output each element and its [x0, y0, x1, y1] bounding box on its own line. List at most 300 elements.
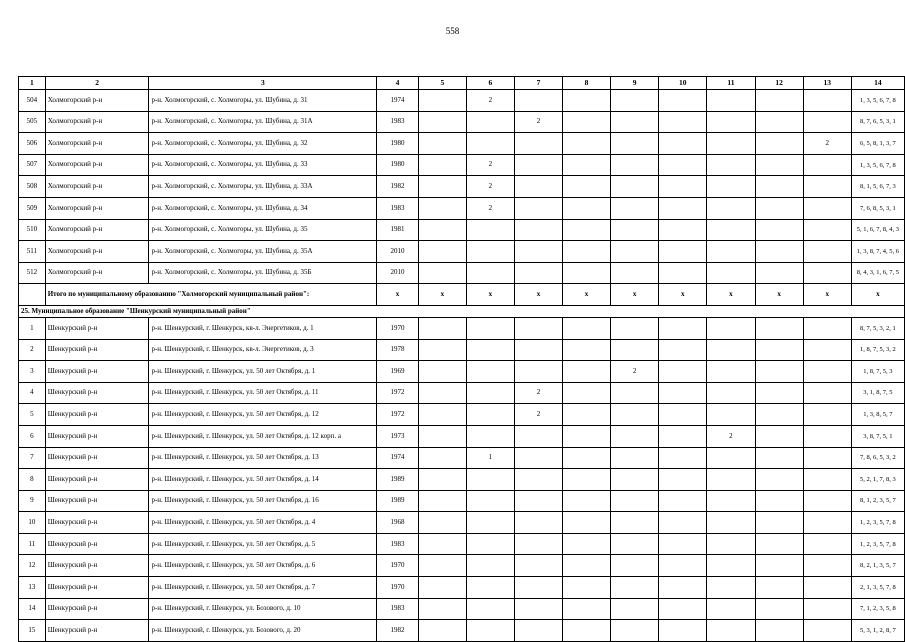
address-cell: р-н. Шенкурский, г. Шенкурск, ул. 50 лет Октября, д. 12 корп. а [149, 425, 377, 447]
address-cell: р-н. Холмогорский, с. Холмогоры, ул. Шубина, д. 34 [149, 197, 377, 219]
value-cell [418, 447, 466, 469]
work-types-cell: 6, 5, 8, 1, 3, 7 [851, 133, 904, 155]
address-cell: р-н. Шенкурский, г. Шенкурск, ул. 50 лет Октября, д. 11 [149, 382, 377, 404]
value-cell [611, 598, 659, 620]
table-row [19, 469, 905, 491]
value-cell [611, 133, 659, 155]
address-cell: р-н. Шенкурский, г. Шенкурск, ул. 50 лет Октября, д. 14 [149, 469, 377, 491]
address-cell: р-н. Холмогорский, с. Холмогоры, ул. Шубина, д. 31А [149, 111, 377, 133]
value-cell [755, 577, 803, 599]
value-cell [418, 111, 466, 133]
table-row [19, 447, 905, 469]
value-cell [803, 382, 851, 404]
year-cell: 1978 [377, 339, 418, 361]
value-cell [611, 317, 659, 339]
value-cell [611, 339, 659, 361]
value-cell [563, 176, 611, 198]
table-row [19, 555, 905, 577]
value-cell [803, 111, 851, 133]
total-mark-cell: x [707, 284, 755, 306]
table-row [19, 154, 905, 176]
value-cell [755, 361, 803, 383]
value-cell [803, 154, 851, 176]
value-cell [611, 262, 659, 284]
district-cell: Холмогорский р-н [45, 262, 149, 284]
value-cell [659, 577, 707, 599]
address-cell: р-н. Шенкурский, г. Шенкурск, ул. 50 лет Октября, д. 4 [149, 512, 377, 534]
district-cell: Шенкурский р-н [45, 620, 149, 642]
row-number: 6 [19, 425, 46, 447]
work-types-cell: 7, 6, 8, 5, 3, 1 [851, 197, 904, 219]
value-cell [514, 361, 562, 383]
year-cell: 1969 [377, 361, 418, 383]
row-number: 15 [19, 620, 46, 642]
district-cell: Шенкурский р-н [45, 317, 149, 339]
year-cell: 2010 [377, 262, 418, 284]
row-number: 512 [19, 262, 46, 284]
value-cell [611, 382, 659, 404]
address-cell: р-н. Холмогорский, с. Холмогоры, ул. Шубина, д. 35А [149, 241, 377, 263]
total-mark-cell: x [377, 284, 418, 306]
column-header: 10 [659, 77, 707, 90]
value-cell [707, 219, 755, 241]
value-cell [659, 447, 707, 469]
value-cell [611, 197, 659, 219]
value-cell [803, 533, 851, 555]
year-cell: 1968 [377, 512, 418, 534]
work-types-cell: 3, 1, 8, 7, 5 [851, 382, 904, 404]
value-cell [611, 425, 659, 447]
value-cell [755, 490, 803, 512]
value-cell [563, 317, 611, 339]
year-cell: 1970 [377, 577, 418, 599]
value-cell [466, 219, 514, 241]
value-cell [707, 533, 755, 555]
value-cell [707, 577, 755, 599]
address-cell: р-н. Шенкурский, г. Шенкурск, ул. 50 лет Октября, д. 5 [149, 533, 377, 555]
value-cell [659, 241, 707, 263]
table-row [19, 404, 905, 426]
value-cell [466, 469, 514, 491]
value-cell [659, 512, 707, 534]
year-cell: 1982 [377, 176, 418, 198]
value-cell [563, 111, 611, 133]
district-cell: Шенкурский р-н [45, 447, 149, 469]
value-cell [659, 469, 707, 491]
address-cell: р-н. Шенкурский, г. Шенкурск, ул. 50 лет Октября, д. 13 [149, 447, 377, 469]
value-cell: 2 [803, 133, 851, 155]
total-label: Итого по муниципальному образованию "Холмогорский муниципальный район": [45, 284, 377, 306]
work-types-cell: 3, 8, 7, 5, 1 [851, 425, 904, 447]
value-cell [659, 197, 707, 219]
column-header: 5 [418, 77, 466, 90]
value-cell [755, 382, 803, 404]
value-cell [659, 90, 707, 112]
row-number: 12 [19, 555, 46, 577]
district-cell: Холмогорский р-н [45, 154, 149, 176]
row-number: 506 [19, 133, 46, 155]
value-cell [755, 197, 803, 219]
value-cell [418, 133, 466, 155]
value-cell [466, 241, 514, 263]
year-cell: 1983 [377, 533, 418, 555]
value-cell [563, 404, 611, 426]
row-number: 511 [19, 241, 46, 263]
year-cell: 2010 [377, 241, 418, 263]
value-cell [611, 111, 659, 133]
district-cell: Холмогорский р-н [45, 133, 149, 155]
row-number: 8 [19, 469, 46, 491]
value-cell [611, 219, 659, 241]
address-cell: р-н. Холмогорский, с. Холмогоры, ул. Шубина, д. 35 [149, 219, 377, 241]
value-cell [707, 490, 755, 512]
value-cell [803, 90, 851, 112]
value-cell [418, 197, 466, 219]
column-header: 8 [563, 77, 611, 90]
value-cell [563, 339, 611, 361]
value-cell [707, 512, 755, 534]
value-cell: 2 [514, 404, 562, 426]
value-cell [659, 219, 707, 241]
address-cell: р-н. Холмогорский, с. Холмогоры, ул. Шубина, д. 32 [149, 133, 377, 155]
value-cell [418, 598, 466, 620]
value-cell [707, 404, 755, 426]
value-cell [755, 262, 803, 284]
value-cell [803, 176, 851, 198]
value-cell [418, 317, 466, 339]
value-cell: 2 [466, 90, 514, 112]
header-row [19, 77, 905, 90]
table-row [19, 598, 905, 620]
value-cell [418, 404, 466, 426]
value-cell [659, 111, 707, 133]
value-cell [563, 490, 611, 512]
value-cell [563, 555, 611, 577]
value-cell [563, 577, 611, 599]
row-number: 13 [19, 577, 46, 599]
row-number: 509 [19, 197, 46, 219]
total-mark-cell: x [755, 284, 803, 306]
value-cell [466, 339, 514, 361]
value-cell [803, 317, 851, 339]
row-number: 11 [19, 533, 46, 555]
district-cell: Шенкурский р-н [45, 404, 149, 426]
value-cell [563, 219, 611, 241]
value-cell [514, 555, 562, 577]
value-cell [418, 620, 466, 642]
value-cell [707, 361, 755, 383]
district-cell: Шенкурский р-н [45, 490, 149, 512]
value-cell: 2 [514, 111, 562, 133]
row-number: 14 [19, 598, 46, 620]
address-cell: р-н. Шенкурский, г. Шенкурск, ул. 50 лет Октября, д. 12 [149, 404, 377, 426]
value-cell [563, 361, 611, 383]
work-types-cell: 1, 2, 3, 5, 7, 8 [851, 512, 904, 534]
value-cell [659, 154, 707, 176]
address-cell: р-н. Шенкурский, г. Шенкурск, ул. Бозового, д. 20 [149, 620, 377, 642]
value-cell [466, 425, 514, 447]
value-cell [418, 154, 466, 176]
value-cell [466, 262, 514, 284]
value-cell [418, 339, 466, 361]
table-row [19, 90, 905, 112]
value-cell [659, 533, 707, 555]
work-types-cell: 8, 7, 5, 3, 2, 1 [851, 317, 904, 339]
total-mark-cell: x [659, 284, 707, 306]
year-cell: 1970 [377, 317, 418, 339]
district-cell: Холмогорский р-н [45, 111, 149, 133]
value-cell [659, 404, 707, 426]
row-number: 507 [19, 154, 46, 176]
value-cell [418, 219, 466, 241]
district-cell: Шенкурский р-н [45, 469, 149, 491]
row-number: 505 [19, 111, 46, 133]
column-header: 7 [514, 77, 562, 90]
value-cell: 2 [707, 425, 755, 447]
value-cell [563, 154, 611, 176]
value-cell [563, 533, 611, 555]
district-cell: Холмогорский р-н [45, 90, 149, 112]
total-mark-cell: x [803, 284, 851, 306]
value-cell [563, 620, 611, 642]
value-cell [563, 197, 611, 219]
table-row [19, 425, 905, 447]
work-types-cell: 7, 8, 6, 5, 3, 2 [851, 447, 904, 469]
value-cell [514, 219, 562, 241]
year-cell: 1974 [377, 90, 418, 112]
value-cell: 2 [466, 154, 514, 176]
value-cell [418, 361, 466, 383]
district-cell: Шенкурский р-н [45, 361, 149, 383]
value-cell [611, 490, 659, 512]
value-cell [563, 598, 611, 620]
table-row [19, 317, 905, 339]
table-row [19, 197, 905, 219]
value-cell [755, 176, 803, 198]
district-cell: Шенкурский р-н [45, 555, 149, 577]
address-cell: р-н. Холмогорский, с. Холмогоры, ул. Шубина, д. 35Б [149, 262, 377, 284]
value-cell [707, 241, 755, 263]
value-cell [611, 154, 659, 176]
work-types-cell: 5, 2, 1, 7, 8, 3 [851, 469, 904, 491]
value-cell [707, 382, 755, 404]
address-cell: р-н. Шенкурский, г. Шенкурск, ул. Бозового, д. 10 [149, 598, 377, 620]
value-cell [803, 512, 851, 534]
value-cell [563, 447, 611, 469]
value-cell [514, 154, 562, 176]
value-cell [707, 317, 755, 339]
value-cell [466, 512, 514, 534]
value-cell [707, 469, 755, 491]
value-cell [707, 111, 755, 133]
value-cell [611, 533, 659, 555]
work-types-cell: 8, 1, 5, 6, 7, 3 [851, 176, 904, 198]
value-cell [707, 598, 755, 620]
value-cell [707, 197, 755, 219]
value-cell [659, 620, 707, 642]
value-cell [563, 90, 611, 112]
row-number: 5 [19, 404, 46, 426]
value-cell [418, 490, 466, 512]
value-cell [755, 339, 803, 361]
column-header: 2 [45, 77, 149, 90]
year-cell: 1973 [377, 425, 418, 447]
total-mark-cell: x [514, 284, 562, 306]
value-cell [755, 219, 803, 241]
value-cell [803, 469, 851, 491]
value-cell [803, 425, 851, 447]
value-cell [466, 133, 514, 155]
value-cell [418, 555, 466, 577]
value-cell [563, 382, 611, 404]
work-types-cell: 1, 2, 3, 5, 7, 8 [851, 533, 904, 555]
district-cell: Шенкурский р-н [45, 339, 149, 361]
value-cell [803, 197, 851, 219]
value-cell [466, 598, 514, 620]
address-cell: р-н. Шенкурский, г. Шенкурск, ул. 50 лет Октября, д. 6 [149, 555, 377, 577]
work-types-cell: 8, 1, 2, 3, 5, 7 [851, 490, 904, 512]
row-number: 7 [19, 447, 46, 469]
value-cell [659, 382, 707, 404]
value-cell [659, 317, 707, 339]
value-cell [514, 133, 562, 155]
year-cell: 1983 [377, 111, 418, 133]
value-cell [611, 512, 659, 534]
value-cell: 2 [466, 197, 514, 219]
year-cell: 1970 [377, 555, 418, 577]
work-types-cell: 8, 4, 3, 1, 6, 7, 5 [851, 262, 904, 284]
value-cell [563, 469, 611, 491]
column-header: 3 [149, 77, 377, 90]
value-cell [755, 154, 803, 176]
year-cell: 1982 [377, 620, 418, 642]
table-row [19, 219, 905, 241]
value-cell [563, 512, 611, 534]
value-cell [514, 512, 562, 534]
value-cell [755, 555, 803, 577]
value-cell [803, 262, 851, 284]
value-cell [707, 339, 755, 361]
value-cell [803, 339, 851, 361]
value-cell [514, 469, 562, 491]
value-cell [466, 382, 514, 404]
value-cell [659, 555, 707, 577]
value-cell [466, 361, 514, 383]
value-cell [755, 598, 803, 620]
value-cell [611, 447, 659, 469]
value-cell [514, 425, 562, 447]
address-cell: р-н. Шенкурский, г. Шенкурск, кв-л. Энергетиков, д. 3 [149, 339, 377, 361]
district-cell: Шенкурский р-н [45, 382, 149, 404]
table-row [19, 620, 905, 642]
value-cell [563, 262, 611, 284]
row-number: 9 [19, 490, 46, 512]
value-cell [466, 555, 514, 577]
value-cell [803, 555, 851, 577]
work-types-cell: 8, 7, 6, 5, 3, 1 [851, 111, 904, 133]
value-cell [659, 176, 707, 198]
value-cell: 2 [514, 382, 562, 404]
district-cell: Шенкурский р-н [45, 533, 149, 555]
district-cell: Холмогорский р-н [45, 197, 149, 219]
row-number: 504 [19, 90, 46, 112]
table-row [19, 176, 905, 198]
value-cell [755, 469, 803, 491]
work-types-cell: 1, 3, 5, 6, 7, 8 [851, 154, 904, 176]
value-cell [514, 262, 562, 284]
address-cell: р-н. Шенкурский, г. Шенкурск, ул. 50 лет Октября, д. 16 [149, 490, 377, 512]
value-cell [803, 598, 851, 620]
value-cell [755, 241, 803, 263]
work-types-cell: 5, 3, 1, 2, 8, 7 [851, 620, 904, 642]
district-cell: Холмогорский р-н [45, 241, 149, 263]
value-cell [755, 447, 803, 469]
work-types-cell: 2, 1, 3, 5, 7, 8 [851, 577, 904, 599]
value-cell [611, 241, 659, 263]
page-number: 558 [445, 26, 460, 36]
value-cell [803, 241, 851, 263]
year-cell: 1981 [377, 219, 418, 241]
column-header: 4 [377, 77, 418, 90]
value-cell [514, 197, 562, 219]
year-cell: 1980 [377, 133, 418, 155]
work-types-cell: 1, 3, 5, 6, 7, 8 [851, 90, 904, 112]
work-types-cell: 7, 1, 2, 3, 5, 8 [851, 598, 904, 620]
row-number: 1 [19, 317, 46, 339]
value-cell [514, 317, 562, 339]
value-cell [803, 620, 851, 642]
table-row [19, 262, 905, 284]
value-cell [466, 317, 514, 339]
table-row [19, 577, 905, 599]
value-cell [611, 469, 659, 491]
value-cell [707, 447, 755, 469]
total-mark-cell: x [418, 284, 466, 306]
year-cell: 1983 [377, 598, 418, 620]
value-cell [563, 241, 611, 263]
work-types-cell: 1, 3, 8, 5, 7 [851, 404, 904, 426]
table-row [19, 512, 905, 534]
value-cell [803, 577, 851, 599]
value-cell [418, 577, 466, 599]
value-cell [611, 577, 659, 599]
total-row [19, 284, 905, 306]
total-mark-cell: x [611, 284, 659, 306]
value-cell [755, 133, 803, 155]
row-number: 10 [19, 512, 46, 534]
total-mark-cell: x [851, 284, 904, 306]
year-cell: 1983 [377, 197, 418, 219]
value-cell [514, 598, 562, 620]
value-cell [755, 512, 803, 534]
value-cell [803, 404, 851, 426]
district-cell: Шенкурский р-н [45, 598, 149, 620]
value-cell [755, 111, 803, 133]
value-cell [707, 176, 755, 198]
value-cell [659, 361, 707, 383]
column-header: 12 [755, 77, 803, 90]
column-header: 11 [707, 77, 755, 90]
value-cell [611, 555, 659, 577]
table-row [19, 111, 905, 133]
value-cell [755, 533, 803, 555]
table-row [19, 241, 905, 263]
address-cell: р-н. Шенкурский, г. Шенкурск, кв-л. Энергетиков, д. 1 [149, 317, 377, 339]
work-types-cell: 1, 8, 7, 5, 3, 2 [851, 339, 904, 361]
value-cell [803, 447, 851, 469]
work-types-cell: 1, 3, 8, 7, 4, 5, 6 [851, 241, 904, 263]
value-cell [418, 241, 466, 263]
